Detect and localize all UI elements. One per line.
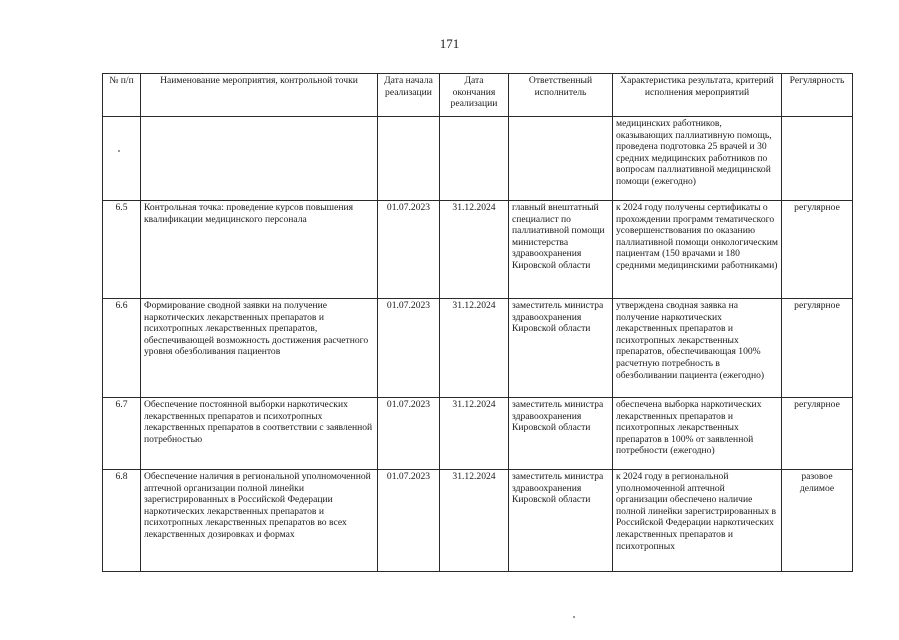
cell-result: утверждена сводная заявка на получение наркотических лекарственных препаратов и психотропных лекарственных препаратов, обеспечивающая 100% расчетную потребность в обезболивании пациента (ежегодно) [613, 299, 782, 398]
cell-number: 6.7 [103, 398, 141, 470]
cell-regularity: регулярное [782, 201, 853, 299]
header-number: № п/п [103, 74, 141, 117]
cell-result: к 2024 году получены сертификаты о прохождении программ тематического усовершенствования по оказанию паллиативной помощи онкологическим пациентам (150 врачами и 180 средними медицинскими работниками) [613, 201, 782, 299]
cell-end-date: 31.12.2024 [440, 201, 509, 299]
cell-executor: главный внештатный специалист по паллиативной помощи министерства здравоохранения Кировской области [509, 201, 613, 299]
cell-regularity: регулярное [782, 299, 853, 398]
cell-activity-name: Обеспечение постоянной выборки наркотических лекарственных препаратов и психотропных лекарственных препаратов в соответствии с заявленной потребностью [141, 398, 378, 470]
activities-table [102, 73, 853, 572]
cell-end-date: 31.12.2024 [440, 299, 509, 398]
cell-executor: заместитель министра здравоохранения Кировской области [509, 398, 613, 470]
cell-number: 6.6 [103, 299, 141, 398]
table-row [103, 299, 853, 398]
page-number: 171 [439, 36, 460, 51]
cell-activity-name: Контрольная точка: проведение курсов повышения квалификации медицинского персонала [141, 201, 378, 299]
cell-activity-name: Формирование сводной заявки на получение наркотических лекарственных препаратов и психотропных лекарственных препаратов, обеспечивающей возможность достижения расчетного уровня обезболивания пациентов [141, 299, 378, 398]
scan-speck [118, 150, 120, 152]
table-header-row [103, 74, 853, 117]
cell-number [103, 117, 141, 201]
cell-result: медицинских работников, оказывающих паллиативную помощь, проведена подготовка 25 врачей и 30 средних медицинских работников по вопросам паллиативной медицинской помощи (ежегодно) [613, 117, 782, 201]
table-row [103, 117, 853, 201]
header-activity-name: Наименование мероприятия, контрольной точки [141, 74, 378, 117]
cell-regularity: разовое делимое [782, 470, 853, 572]
header-start-date: Дата начала реализации [378, 74, 440, 117]
cell-start-date: 01.07.2023 [378, 201, 440, 299]
table-row [103, 398, 853, 470]
cell-start-date: 01.07.2023 [378, 470, 440, 572]
cell-executor: заместитель министра здравоохранения Кировской области [509, 470, 613, 572]
header-result: Характеристика результата, критерий исполнения мероприятий [613, 74, 782, 117]
cell-number: 6.8 [103, 470, 141, 572]
cell-end-date [440, 117, 509, 201]
cell-result: обеспечена выборка наркотических лекарственных препаратов и психотропных лекарственных препаратов в 100% от заявленной потребности (ежегодно) [613, 398, 782, 470]
cell-regularity: регулярное [782, 398, 853, 470]
table-row [103, 201, 853, 299]
cell-executor [509, 117, 613, 201]
cell-number: 6.5 [103, 201, 141, 299]
cell-end-date: 31.12.2024 [440, 398, 509, 470]
cell-start-date: 01.07.2023 [378, 398, 440, 470]
scan-speck [573, 616, 575, 618]
cell-regularity [782, 117, 853, 201]
header-regularity: Регулярность [782, 74, 853, 117]
cell-executor: заместитель министра здравоохранения Кировской области [509, 299, 613, 398]
cell-start-date [378, 117, 440, 201]
cell-result: к 2024 году в региональной уполномоченной аптечной организации обеспечено наличие полной линейки зарегистрированных в Российской Федерации наркотических лекарственных препаратов и психотропных [613, 470, 782, 572]
header-end-date: Дата окончания реализации [440, 74, 509, 117]
header-executor: Ответственный исполнитель [509, 74, 613, 117]
cell-start-date: 01.07.2023 [378, 299, 440, 398]
cell-activity-name [141, 117, 378, 201]
table-row [103, 470, 853, 572]
cell-end-date: 31.12.2024 [440, 470, 509, 572]
cell-activity-name: Обеспечение наличия в региональной уполномоченной аптечной организации полной линейки зарегистрированных в Российской Федерации наркотических лекарственных препаратов и психотропных лекарственных препаратов во всех лекарственных дозировках и формах [141, 470, 378, 572]
